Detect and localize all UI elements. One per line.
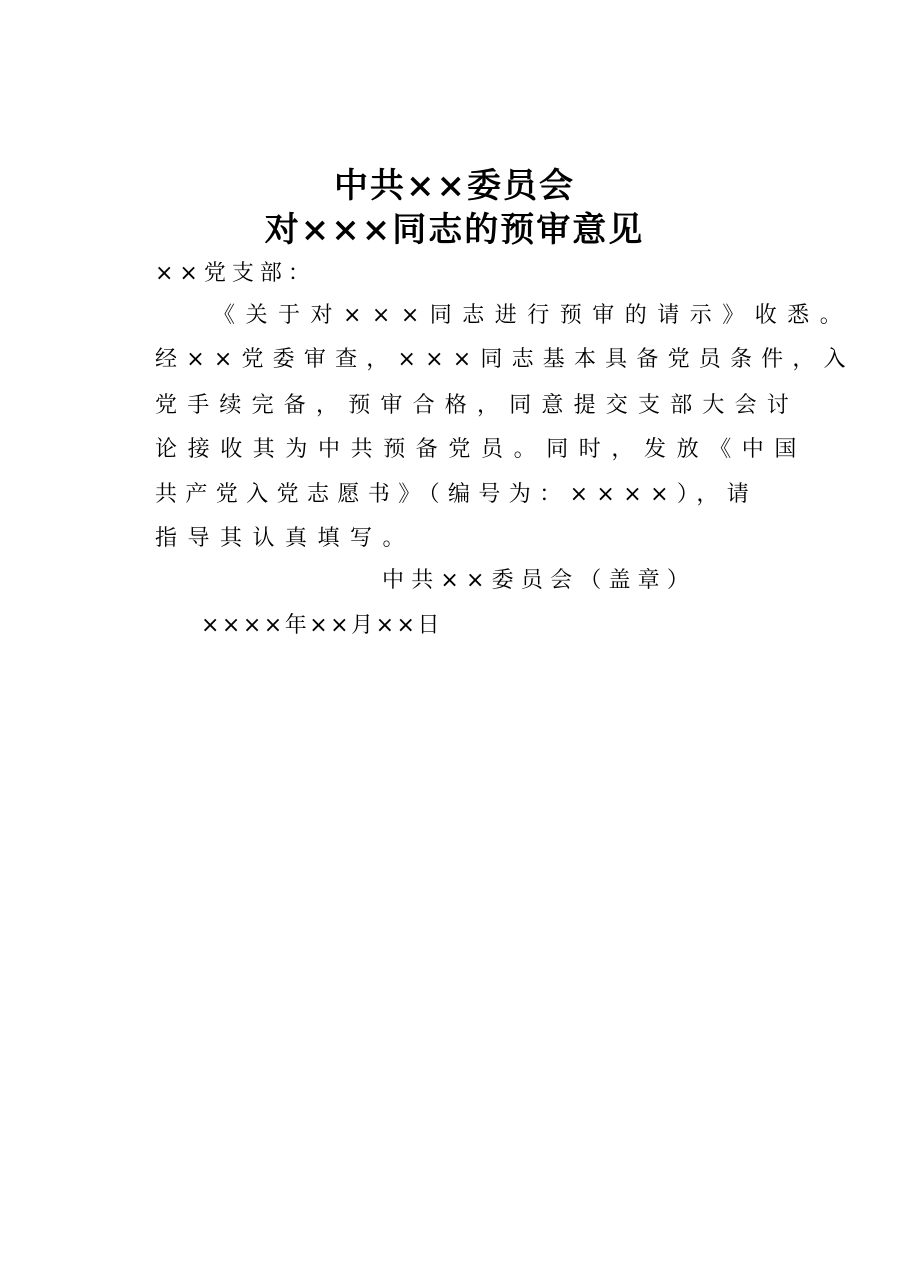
document-title-line-1: 中共××委员会 [334, 166, 575, 206]
date-line: ××××年××月××日 [201, 613, 442, 638]
signature-line: 中共××委员会（盖章） [382, 568, 697, 593]
body-line-6: 指导其认真填写。 [155, 526, 416, 551]
body-line-2: 经××党委审查，×××同志基本具备党员条件，入 [155, 347, 855, 372]
salutation: ××党支部： [155, 261, 316, 286]
body-line-3: 党手续完备，预审合格，同意提交支部大会讨 [155, 393, 800, 418]
body-line-5: 共产党入党志愿书》（编号为：××××），请 [155, 482, 758, 507]
body-line-1: 《关于对×××同志进行预审的请示》收悉。 [213, 303, 853, 328]
body-line-4: 论接收其为中共预备党员。同时，发放《中国 [155, 437, 808, 462]
document-title-line-2: 对×××同志的预审意见 [264, 210, 645, 250]
